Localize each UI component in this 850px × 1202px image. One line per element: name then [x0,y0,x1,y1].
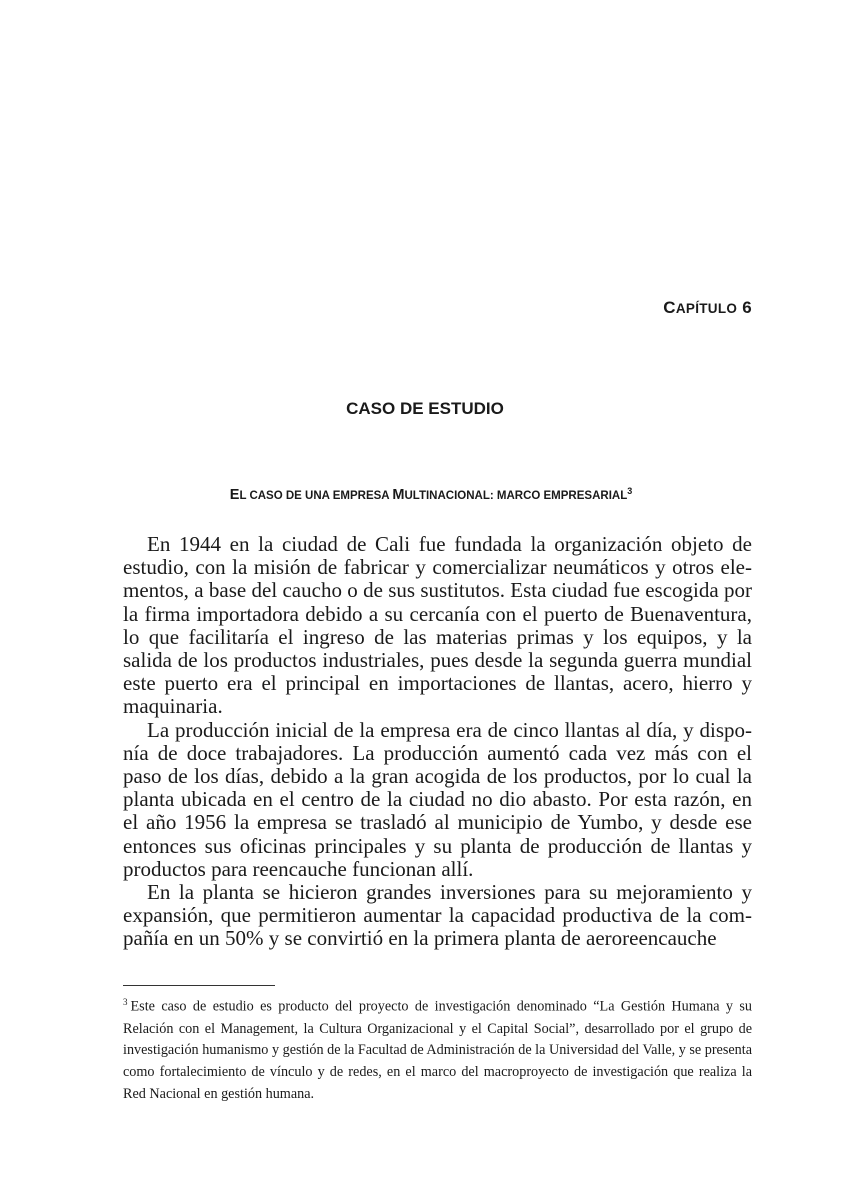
paragraph: La producción inicial de la empresa era de cinco llantas al día, y disponía de doce trabajadores. La producción aumentó cada vez más con el paso de los días, debido a la gran acogida de los productos, por lo cual la planta ubicada en el centro de la ciudad no dio abasto. Por esta razón, en el año 1956 la empresa se trasladó al municipio de Yumbo, y desde ese entonces sus oficinas principales y su planta de producción de llantas y productos para reencauche funcionan allí. [123,717,752,881]
section-initial-e: E [229,486,240,503]
footnote-text: Este caso de estudio es producto del proyecto de investigación denominado “La Gestión Humana y su Relación con el Management, la Cultura Organizacional y el Capital Social”, desarrollado por el grupo de investigación humanismo y gestión de la Facultad de Administración de la Universidad del Valle, y se presenta como fortalecimiento de vínculo y de redes, en el marco del macroproyecto de investigación que realiza la Red Nacional en gestión humana. [123,998,752,1102]
chapter-word: APÍTULO [675,301,738,316]
footnote-divider [123,985,275,986]
body-text [123,533,752,951]
paragraph: En la planta se hicieron grandes inversiones para su mejoramiento y expansión, que permitieron aumentar la capacidad productiva de la compañía en un 50% y se convirtió en la primera planta de aeroreencauche [123,880,752,951]
footnote-reference: 3 [627,486,633,496]
chapter-number: 6 [742,298,752,317]
section-title [0,486,850,503]
paragraph: En 1944 en la ciudad de Cali fue fundada la organización objeto de estudio, con la misión de fabricar y comercializar neumáticos y otros elementos, a base del caucho o de sus sustitutos. Esta ciudad fue escogida por la firma importadora debido a su cercanía con el puerto de Buenaventura, lo que facilitaría el ingreso de las materias primas y los equipos, y la salida de los productos industriales, pues desde la segunda guerra mundial este puerto era el principal en importaciones de llantas, acero, hierro y maquinaria. [123,532,752,719]
case-study-title: CASO DE ESTUDIO [346,399,504,418]
chapter-initial: C [663,298,676,317]
footnote [123,992,752,1106]
section-title-part1: L CASO DE UNA EMPRESA [239,489,393,502]
chapter-label [663,298,752,318]
section-title-part2: ULTINACIONAL: MARCO EMPRESARIAL [404,489,628,502]
section-initial-m: M [392,486,405,503]
footnote-number: 3 [123,997,128,1007]
